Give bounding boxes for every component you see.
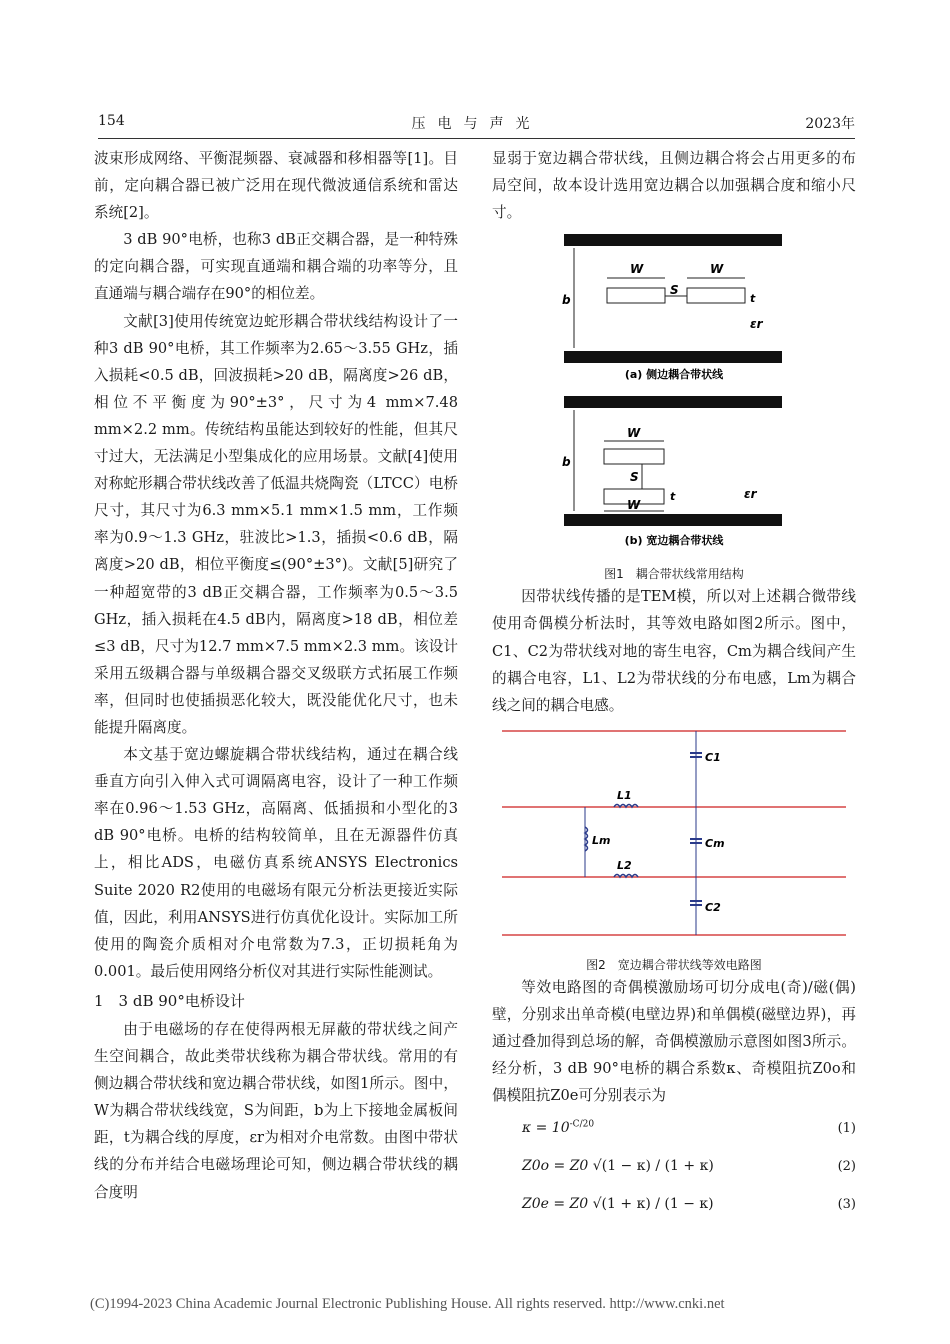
section-heading: 1 3 dB 90°电桥设计 (94, 991, 245, 1010)
label-t-a: t (750, 292, 756, 306)
equation-2 (492, 1147, 856, 1185)
journal-name: 压电与声光 (411, 116, 542, 132)
label-w-bottom-b: W (627, 498, 641, 513)
ground-plane-top-b (564, 396, 782, 408)
label-l1: L1 (617, 788, 632, 802)
label-s-b: S (630, 470, 639, 485)
figure-1-caption: 图1 耦合带状线常用结构 (604, 567, 744, 582)
strip-left-a (607, 288, 665, 303)
left-paragraph-1: 波束形成网络、平衡混频器、衰减器和移相器等[1]。目前，定向耦合器已被广泛用在现代微波通信系统和雷达系统[2]。 (94, 150, 458, 222)
equation-1-number: (1) (837, 1121, 856, 1137)
figure-2-circuit (492, 719, 856, 947)
right-paragraph-2: 因带状线传播的是TEM模，所以对上述耦合微带线使用奇偶模分析法时，其等效电路如图2所示。图中，C1、C2为带状线对地的寄生电容，Cm为耦合线间产生的耦合电容，L1、L2为带状线的分布电感，Lm为耦合线之间的耦合电感。 (492, 588, 856, 714)
page-number: 154 (98, 113, 125, 129)
equation-1-body: $\kappa = 10^{-C/20}$ (522, 1119, 595, 1137)
label-er-b: εr (744, 487, 757, 502)
label-s-a: S (670, 283, 679, 298)
ground-plane-bottom-a (564, 351, 782, 363)
strip-right-a (687, 288, 745, 303)
figure-1-diagram (492, 226, 856, 556)
copyright-footer: (C)1994-2023 China Academic Journal Electronic Publishing House. All rights reserved. http://www.cnki.net (90, 1296, 725, 1312)
equation-2-body: Z0o = Z0 √(1 − κ) / (1 + κ) (522, 1158, 714, 1175)
label-w-left-a: W (630, 262, 644, 277)
running-header (98, 113, 855, 137)
right-paragraph-1: 显弱于宽边耦合带状线，且侧边耦合将会占用更多的布局空间，故本设计选用宽边耦合以加强耦合度和缩小尺寸。 (492, 150, 856, 222)
equation-2-number: (2) (837, 1159, 856, 1175)
label-c1: C1 (705, 750, 721, 764)
equation-3-number: (3) (837, 1197, 856, 1213)
equation-1 (492, 1109, 856, 1147)
label-cm: Cm (705, 836, 725, 850)
label-lm: Lm (592, 833, 611, 847)
label-w-right-a: W (710, 262, 724, 277)
ground-plane-top-a (564, 234, 782, 246)
label-er-a: εr (750, 317, 763, 332)
subcaption-b: (b) 宽边耦合带状线 (624, 534, 724, 548)
equation-3-body: Z0e = Z0 √(1 + κ) / (1 − κ) (522, 1196, 714, 1213)
left-paragraph-4: 本文基于宽边螺旋耦合带状线结构，通过在耦合线垂直方向引入伸入式可调隔离电容，设计了一种工作频率在0.96～1.53 GHz，高隔离、低插损和小型化的3 dB 90°电桥。电桥的结构较简单，且在无源器件仿真上，相比ADS，电磁仿真系统ANSYS Electronics Suite 2020 R2使用的电磁场有限元分析法更接近实际值，因此，利用ANSYS进行仿真优化设计。实际加工所使用的陶瓷介质相对介电常数为7.3，正切损耗角为0.001。最后使用网络分析仪对其进行实际性能测试。 (94, 746, 458, 980)
label-b-a: b (562, 293, 571, 308)
left-column (94, 145, 458, 1206)
left-paragraph-3: 文献[3]使用传统宽边蛇形耦合带状线结构设计了一种3 dB 90°电桥，其工作频率为2.65～3.55 GHz，插入损耗<0.5 dB，回波损耗>20 dB，隔离度>26 dB，相位不平衡度为90°±3°，尺寸为4 mm×7.48 mm×2.2 mm。传统结构虽能达到较好的性能，但其尺寸过大，无法满足小型集成化的应用场景。文献[4]使用对称蛇形耦合带状线改善了低温共烧陶瓷（LTCC）电桥尺寸，其尺寸为6.3 mm×5.1 mm×1.5 mm，工作频率为0.9～1.3 GHz，驻波比>1.3，插损<0.6 dB，隔离度>20 dB，相位平衡度≤(90°±3°)。文献[5]研究了一种超宽带的3 dB正交耦合器，工作频率为0.5～3.5 GHz，插入损耗在4.5 dB内，隔离度>18 dB，相位差≤3 dB，尺寸为12.7 mm×7.5 mm×2.3 mm。该设计采用五级耦合器与单级耦合器交叉级联方式拓展工作频率，但同时也使插损恶化较大，既没能优化尺寸，也未能提升隔离度。 (94, 312, 458, 736)
figure-1 (492, 226, 856, 583)
right-paragraph-3: 等效电路图的奇偶模激励场可切分成电(奇)/磁(偶)壁，分别求出单奇模(电壁边界)和单偶模(磁壁边界)，再通过叠加得到总场的解，奇偶模激励示意图如图3所示。经分析，3 dB 90°电桥的耦合系数κ、奇模阻抗Z0o和偶模阻抗Z0e可分别表示为 (492, 978, 856, 1105)
header-rule (98, 138, 855, 139)
label-t-b: t (670, 490, 676, 504)
label-b-b: b (562, 455, 571, 470)
strip-top-b (604, 449, 664, 464)
label-c2: C2 (705, 900, 721, 914)
subcaption-a: (a) 侧边耦合带状线 (624, 368, 724, 382)
ground-plane-bottom-b (564, 514, 782, 526)
figure-2-caption: 图2 宽边耦合带状线等效电路图 (586, 957, 762, 972)
equation-3 (492, 1185, 856, 1223)
left-paragraph-2: 3 dB 90°电桥，也称3 dB正交耦合器，是一种特殊的定向耦合器，可实现直通端和耦合端的功率等分，且直通端与耦合端存在90°的相位差。 (94, 231, 458, 303)
label-l2: L2 (617, 858, 632, 872)
journal-year: 2023年 (805, 116, 855, 132)
right-column (492, 145, 856, 1223)
left-paragraph-5: 由于电磁场的存在使得两根无屏蔽的带状线之间产生空间耦合，故此类带状线称为耦合带状线。常用的有侧边耦合带状线和宽边耦合带状线，如图1所示。图中，W为耦合带状线线宽，S为间距，b为上下接地金属板间距，t为耦合线的厚度，εr为相对介电常数。由图中带状线的分布并结合电磁场理论可知，侧边耦合带状线的耦合度明 (94, 1021, 458, 1201)
label-w-top-b: W (627, 426, 641, 441)
figure-2 (492, 719, 856, 974)
